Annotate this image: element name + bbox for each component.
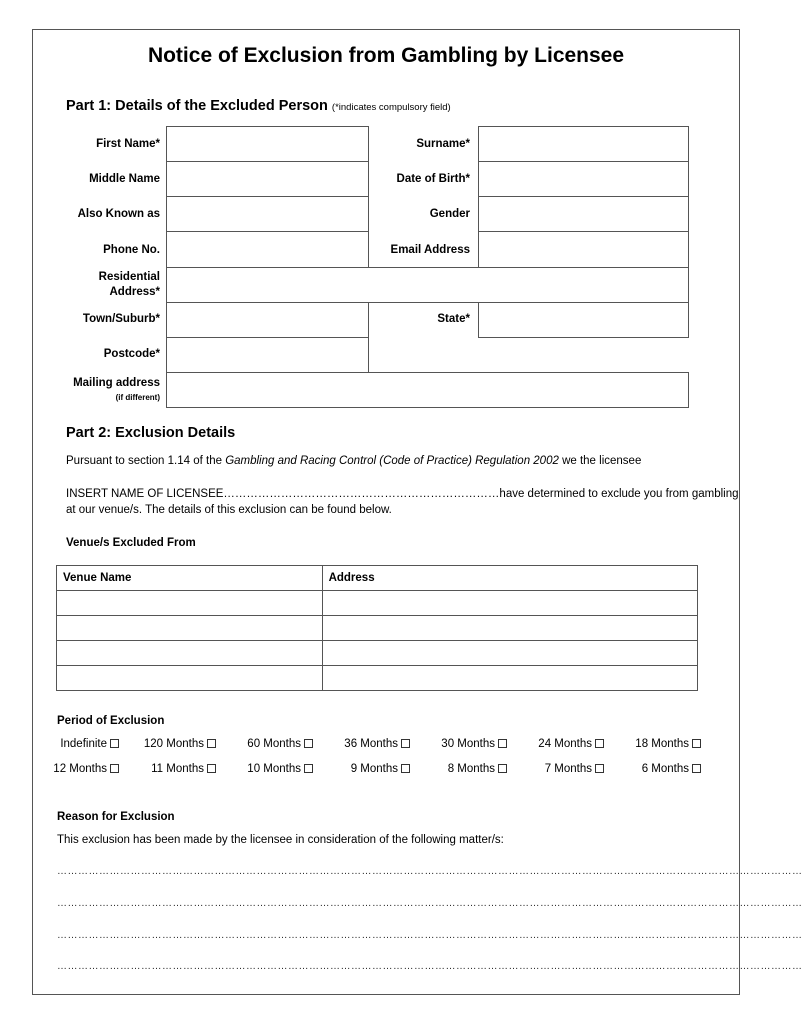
address-cell[interactable] <box>322 666 697 691</box>
period-option[interactable] <box>60 738 119 750</box>
residential-label-line2: Address* <box>109 286 160 298</box>
venue-name-cell[interactable] <box>57 591 323 616</box>
venue-name-cell[interactable] <box>57 666 323 691</box>
period-option[interactable] <box>448 763 507 775</box>
town-field[interactable] <box>166 302 369 338</box>
residential-address-field[interactable] <box>166 267 689 303</box>
checkbox-icon[interactable] <box>401 764 410 773</box>
reason-text: This exclusion has been made by the licensee in consideration of the following matter/s: <box>57 834 504 846</box>
gender-field[interactable] <box>478 196 689 232</box>
period-label: 7 Months <box>544 763 592 775</box>
part2-heading: Part 2: Exclusion Details <box>66 425 236 441</box>
venue-name-header: Venue Name <box>57 566 323 591</box>
mailing-address-field[interactable] <box>166 372 689 408</box>
period-label: 11 Months <box>151 763 204 775</box>
period-label: 30 Months <box>441 738 495 750</box>
table-row <box>57 641 698 666</box>
compulsory-note: (*indicates compulsory field) <box>331 102 451 113</box>
period-option[interactable] <box>642 763 701 775</box>
middle-name-field[interactable] <box>166 161 369 197</box>
table-header-row <box>57 566 698 591</box>
reason-line[interactable]: …………………………………………………………………………………………………………………………………………………………………………………………… <box>57 930 803 941</box>
period-label: 12 Months <box>53 763 107 775</box>
period-option[interactable] <box>247 763 313 775</box>
middle-name-label: Middle Name <box>89 173 160 185</box>
address-cell[interactable] <box>322 641 697 666</box>
period-option[interactable] <box>53 763 119 775</box>
period-option[interactable] <box>351 763 410 775</box>
insert-licensee-line1: INSERT NAME OF LICENSEE………………………………………………………………have determined to exclude you from gambling <box>66 488 739 500</box>
pursuant-pre: Pursuant to section 1.14 of the <box>66 455 226 467</box>
pursuant-text <box>66 455 641 467</box>
aka-field[interactable] <box>166 196 369 232</box>
postcode-label: Postcode* <box>103 348 160 360</box>
period-label: 60 Months <box>247 738 301 750</box>
period-label: 6 Months <box>641 763 689 775</box>
period-option[interactable] <box>344 738 410 750</box>
phone-field[interactable] <box>166 231 369 268</box>
period-label: 18 Months <box>635 738 689 750</box>
town-label: Town/Suburb* <box>82 313 160 325</box>
checkbox-icon[interactable] <box>304 739 313 748</box>
part1-heading-text: Part 1: Details of the Excluded Person <box>66 98 328 114</box>
period-option[interactable] <box>144 738 216 750</box>
regulation-name: Gambling and Racing Control (Code of Practice) Regulation 2002 <box>225 455 559 467</box>
venues-table <box>56 565 698 691</box>
dob-field[interactable] <box>478 161 689 197</box>
page-title: Notice of Exclusion from Gambling by Licensee <box>147 44 625 67</box>
period-heading: Period of Exclusion <box>57 715 165 727</box>
state-field[interactable] <box>478 302 689 338</box>
period-label: 9 Months <box>350 763 398 775</box>
period-label: Indefinite <box>60 738 107 750</box>
checkbox-icon[interactable] <box>498 764 507 773</box>
address-cell[interactable] <box>322 616 697 641</box>
address-cell[interactable] <box>322 591 697 616</box>
checkbox-icon[interactable] <box>595 764 604 773</box>
checkbox-icon[interactable] <box>692 764 701 773</box>
checkbox-icon[interactable] <box>304 764 313 773</box>
period-label: 120 Months <box>143 738 204 750</box>
checkbox-icon[interactable] <box>207 764 216 773</box>
reason-line[interactable]: …………………………………………………………………………………………………………………………………………………………………………………………… <box>57 898 803 909</box>
venue-name-cell[interactable] <box>57 641 323 666</box>
postcode-field[interactable] <box>166 337 369 373</box>
table-row <box>57 666 698 691</box>
checkbox-icon[interactable] <box>401 739 410 748</box>
period-option[interactable] <box>247 738 313 750</box>
dob-label: Date of Birth* <box>396 173 470 185</box>
first-name-field[interactable] <box>166 126 369 162</box>
mailing-label: Mailing address <box>73 377 160 389</box>
period-label: 36 Months <box>344 738 398 750</box>
phone-label: Phone No. <box>103 244 160 256</box>
period-option[interactable] <box>545 763 604 775</box>
period-option[interactable] <box>151 763 216 775</box>
table-row <box>57 616 698 641</box>
aka-label: Also Known as <box>77 208 160 220</box>
surname-field[interactable] <box>478 126 689 162</box>
insert-licensee-line2: at our venue/s. The details of this exclusion can be found below. <box>66 504 392 516</box>
first-name-label: First Name* <box>96 138 160 150</box>
state-label: State* <box>437 313 470 325</box>
period-label: 24 Months <box>538 738 592 750</box>
checkbox-icon[interactable] <box>692 739 701 748</box>
reason-heading: Reason for Exclusion <box>57 811 175 823</box>
period-option[interactable] <box>538 738 604 750</box>
period-option[interactable] <box>635 738 701 750</box>
surname-label: Surname* <box>416 138 470 150</box>
email-field[interactable] <box>478 231 689 268</box>
checkbox-icon[interactable] <box>110 739 119 748</box>
period-label: 10 Months <box>247 763 301 775</box>
table-row <box>57 591 698 616</box>
address-header: Address <box>322 566 697 591</box>
checkbox-icon[interactable] <box>595 739 604 748</box>
checkbox-icon[interactable] <box>498 739 507 748</box>
part1-heading <box>66 98 451 114</box>
pursuant-post: we the licensee <box>558 455 642 467</box>
checkbox-icon[interactable] <box>207 739 216 748</box>
reason-line[interactable]: …………………………………………………………………………………………………………………………………………………………………………………………… <box>57 866 803 877</box>
checkbox-icon[interactable] <box>110 764 119 773</box>
residential-label-line1: Residential <box>98 271 160 283</box>
period-option[interactable] <box>441 738 507 750</box>
reason-line[interactable]: …………………………………………………………………………………………………………………………………………………………………………………………… <box>57 961 803 972</box>
venues-heading: Venue/s Excluded From <box>66 537 196 549</box>
mailing-note: (if different) <box>115 393 160 402</box>
period-label: 8 Months <box>447 763 495 775</box>
email-label: Email Address <box>390 244 470 256</box>
gender-label: Gender <box>429 208 470 220</box>
venue-name-cell[interactable] <box>57 616 323 641</box>
